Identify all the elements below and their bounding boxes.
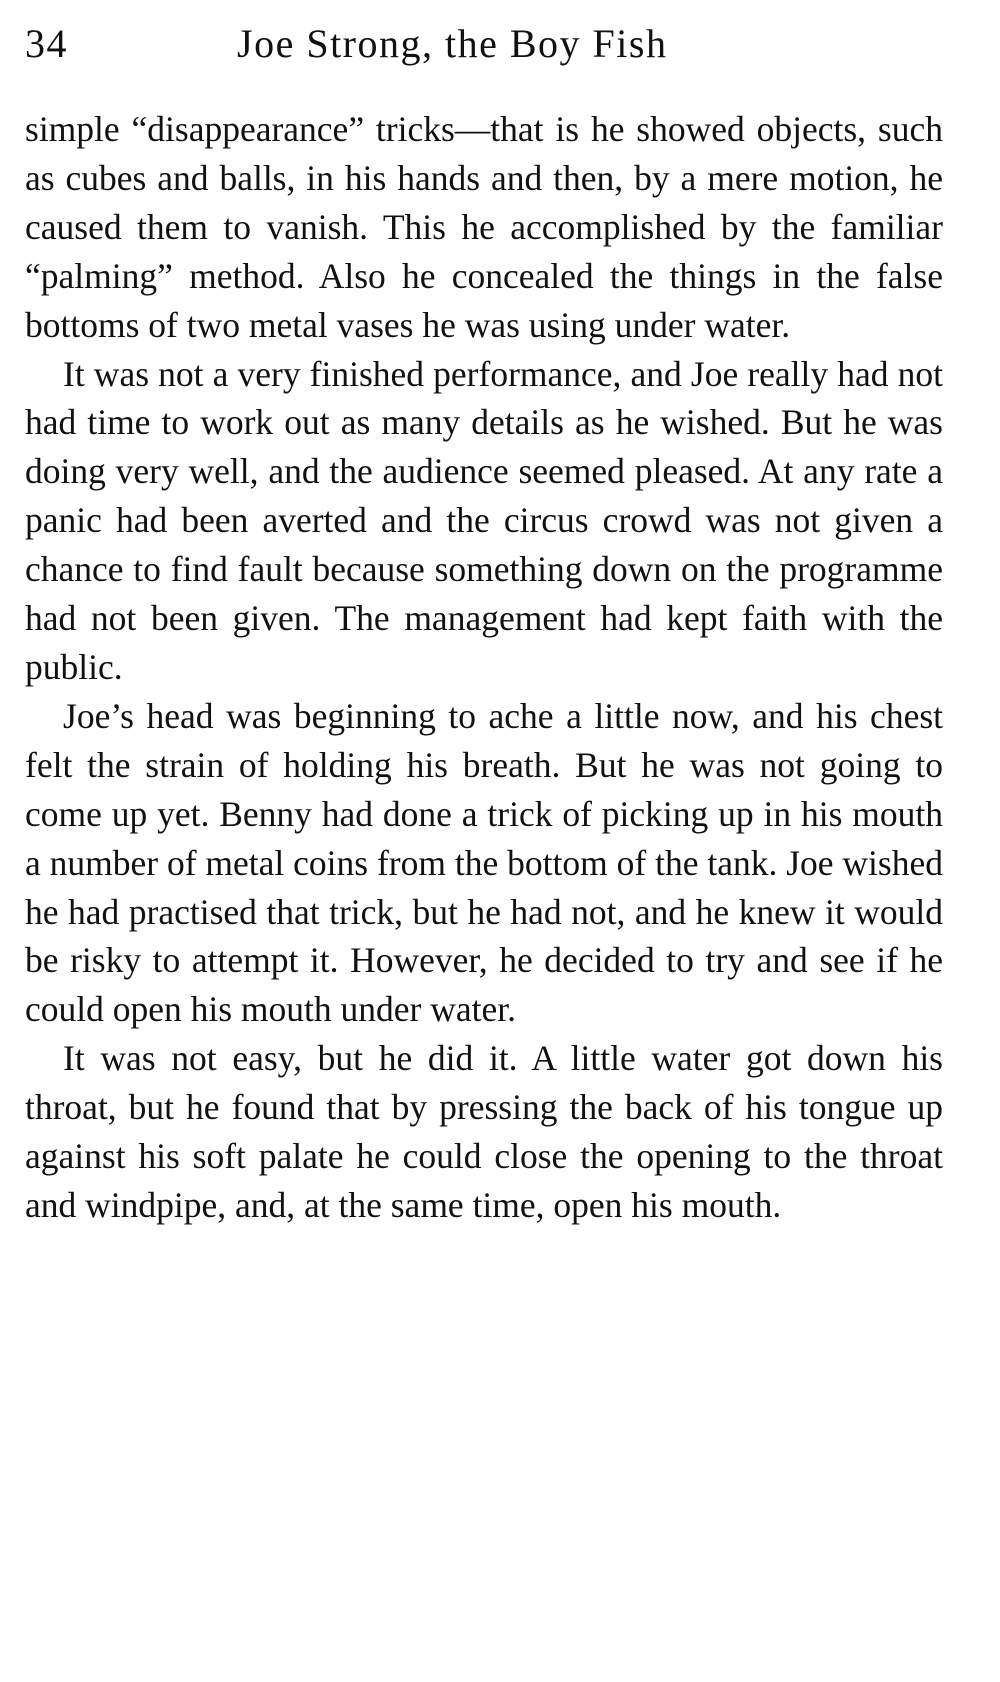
body-text [25, 105, 943, 1230]
paragraph: Joe’s head was beginning to ache a little now, and his chest felt the strain of holding his breath. But he was not going to come up yet. Benny had done a trick of picking up in his mouth a number of metal coins from the bottom of the tank. Joe wished he had practised that trick, but he had not, and he knew it would be risky to attempt it. However, he decided to try and see if he could open his mouth under water. [25, 695, 943, 1030]
paragraph: It was not a very finished performance, and Joe really had not had time to work out as many details as he wished. But he was doing very well, and the audience seemed pleased. At any rate a panic had been averted and the circus crowd was not given a chance to find fault because something down on the programme had not been given. The management had kept faith with the public. [25, 353, 943, 687]
paragraph-continued: simple “disappearance” tricks—that is he showed objects, such as cubes and balls, in his hands and then, by a mere motion, he caused them to vanish. This he accomplished by the familiar “palming” method. Also he concealed the things in the false bottoms of two metal vases he was using under water. [25, 109, 943, 345]
paragraph: It was not easy, but he did it. A little water got down his throat, but he found that by pressing the back of his tongue up against his soft palate he could close the opening to the throat and windpipe, and, at the same time, open his mouth. [25, 1038, 943, 1225]
page-number: 34 [25, 21, 68, 66]
running-title: Joe Strong, the Boy Fish [237, 21, 668, 66]
book-page [25, 14, 943, 1614]
running-head [25, 14, 943, 74]
